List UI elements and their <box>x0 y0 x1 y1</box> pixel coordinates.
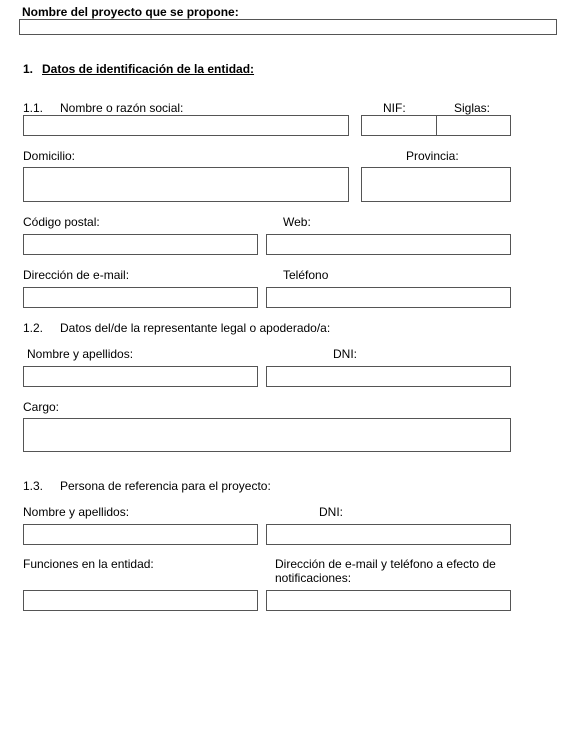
codigo-postal-field[interactable] <box>23 234 258 255</box>
cargo-field[interactable] <box>23 418 511 452</box>
project-name-field[interactable] <box>19 19 557 35</box>
web-label: Web: <box>283 215 311 229</box>
referencia-dni-field[interactable] <box>266 524 511 545</box>
siglas-field[interactable] <box>436 115 511 136</box>
nif-label: NIF: <box>383 101 406 115</box>
razon-social-field[interactable] <box>23 115 349 136</box>
subsection-1-2-title: Datos del/de la representante legal o apoderado/a: <box>60 321 331 335</box>
referencia-dni-label: DNI: <box>319 505 343 519</box>
funciones-field[interactable] <box>23 590 258 611</box>
email-label: Dirección de e-mail: <box>23 268 130 282</box>
domicilio-label: Domicilio: <box>23 149 76 163</box>
subsection-1-1-number: 1.1. <box>23 101 44 115</box>
representante-nombre-label: Nombre y apellidos: <box>27 347 134 361</box>
telefono-field[interactable] <box>266 287 511 308</box>
telefono-label: Teléfono <box>283 268 329 282</box>
razon-social-label: Nombre o razón social: <box>60 101 184 115</box>
section-1-number: 1. <box>23 62 34 76</box>
email-telefono-notificaciones-field[interactable] <box>266 590 511 611</box>
representante-dni-label: DNI: <box>333 347 357 361</box>
cargo-label: Cargo: <box>23 400 60 414</box>
referencia-nombre-field[interactable] <box>23 524 258 545</box>
provincia-field[interactable] <box>361 167 511 202</box>
email-telefono-notificaciones-label: Dirección de e-mail y teléfono a efecto de notificaciones: <box>275 557 496 585</box>
funciones-label: Funciones en la entidad: <box>23 557 154 571</box>
domicilio-field[interactable] <box>23 167 349 202</box>
representante-nombre-field[interactable] <box>23 366 258 387</box>
referencia-nombre-label: Nombre y apellidos: <box>23 505 130 519</box>
siglas-label: Siglas: <box>454 101 491 115</box>
web-field[interactable] <box>266 234 511 255</box>
project-name-label: Nombre del proyecto que se propone: <box>22 5 239 19</box>
provincia-label: Provincia: <box>406 149 459 163</box>
email-field[interactable] <box>23 287 258 308</box>
subsection-1-2-number: 1.2. <box>23 321 44 335</box>
representante-dni-field[interactable] <box>266 366 511 387</box>
subsection-1-3-number: 1.3. <box>23 479 44 493</box>
subsection-1-3-title: Persona de referencia para el proyecto: <box>60 479 271 493</box>
section-1-title: Datos de identificación de la entidad: <box>42 62 255 76</box>
codigo-postal-label: Código postal: <box>23 215 100 229</box>
nif-field[interactable] <box>361 115 437 136</box>
